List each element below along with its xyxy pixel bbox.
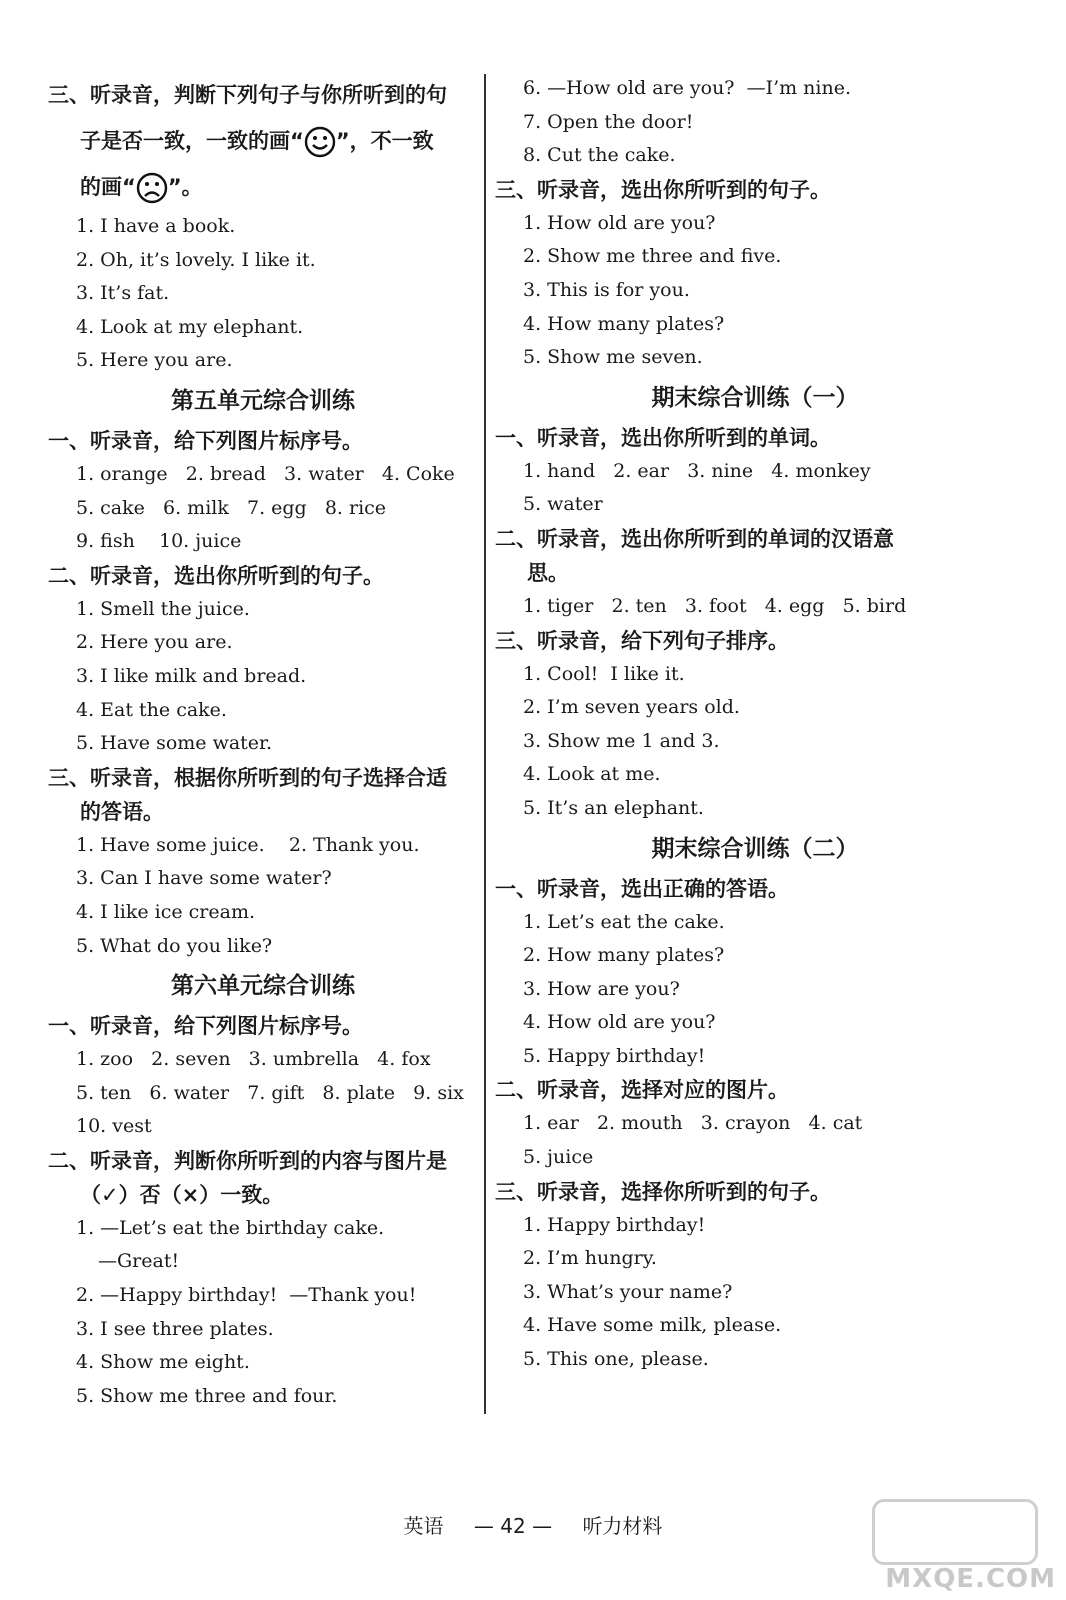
smiley-face-icon	[304, 126, 336, 158]
section-heading: 三、听录音，选择你所听到的句子。	[495, 1179, 831, 1204]
section-heading: 三、听录音，判断下列句子与你所听到的句 子是否一致，一致的画“ ”，不一致 的画“ ”。	[48, 72, 478, 210]
list-item: 1. hand 2. ear 3. nine 4. monkey	[523, 459, 871, 482]
sad-face-icon	[136, 172, 168, 204]
list-item: 1. orange 2. bread 3. water 4. Coke	[76, 462, 455, 485]
page-number: — 42 —	[473, 1514, 553, 1538]
list-item: 4. I like ice cream.	[76, 900, 256, 923]
watermark	[866, 1499, 1056, 1594]
list-item: 2. How many plates?	[523, 944, 725, 967]
list-item: 1. Have some juice. 2. Thank you.	[76, 833, 420, 856]
list-item: 5. juice	[523, 1146, 594, 1169]
list-item: 5. ten 6. water 7. gift 8. plate 9. six	[76, 1081, 464, 1104]
list-item: 5. water	[523, 493, 603, 516]
list-item: 2. Show me three and five.	[523, 245, 782, 268]
footer-subject: 英语	[403, 1514, 444, 1538]
list-item: 5. Happy birthday!	[523, 1044, 706, 1067]
section-heading: 三、听录音，选出你所听到的句子。	[495, 177, 831, 202]
unit-title: 期末综合训练（一）	[651, 384, 859, 411]
section-heading: 一、听录音，给下列图片标序号。	[48, 428, 363, 453]
list-item: 4. Eat the cake.	[76, 698, 227, 721]
list-item: 6. —How old are you? —I’m nine.	[523, 77, 852, 99]
list-item: 3. I see three plates.	[76, 1317, 274, 1340]
list-item: 2. I’m hungry.	[523, 1247, 657, 1270]
unit-title: 期末综合训练（二）	[651, 835, 859, 862]
list-item: 4. Look at my elephant.	[76, 315, 304, 338]
footer-label: 听力材料	[582, 1514, 663, 1538]
section-heading: 三、听录音，给下列句子排序。	[495, 628, 789, 653]
list-item: 4. Have some milk, please.	[523, 1314, 782, 1337]
list-item: 1. —Let’s eat the birthday cake.	[76, 1216, 385, 1239]
list-item: 4. How old are you?	[523, 1011, 716, 1034]
list-item: 4. Look at me.	[523, 763, 661, 786]
list-item: 3. What’s your name?	[523, 1280, 733, 1303]
watermark-text: MXQE.COM	[885, 1564, 1056, 1594]
list-item: 5. cake 6. milk 7. egg 8. rice	[76, 496, 387, 519]
list-item: 4. Show me eight.	[76, 1351, 250, 1374]
unit-title: 第六单元综合训练	[171, 973, 355, 1000]
list-item: 3. Show me 1 and 3.	[523, 729, 720, 752]
list-item: 5. What do you like?	[76, 934, 273, 957]
list-item: 1. Let’s eat the cake.	[523, 910, 725, 933]
right-column	[495, 72, 1015, 1377]
list-item: —Great!	[98, 1250, 180, 1273]
list-item: 10. vest	[76, 1115, 152, 1138]
list-item: 3. Can I have some water?	[76, 867, 332, 890]
list-item: 7. Open the door!	[523, 110, 694, 133]
list-item: 1. How old are you?	[523, 211, 716, 234]
list-item: 5. This one, please.	[523, 1348, 709, 1371]
list-item: 2. I’m seven years old.	[523, 696, 740, 719]
list-item: 2. Here you are.	[76, 631, 233, 654]
column-divider	[484, 74, 486, 1414]
section-heading: 一、听录音，选出正确的答语。	[495, 876, 789, 901]
list-item: 5. Show me seven.	[523, 346, 703, 369]
section-heading: 二、听录音，选出你所听到的句子。	[48, 563, 384, 588]
list-item: 3. I like milk and bread.	[76, 664, 307, 687]
list-item: 3. How are you?	[523, 977, 680, 1000]
list-item: 1. I have a book.	[76, 215, 236, 237]
list-item: 1. zoo 2. seven 3. umbrella 4. fox	[76, 1048, 431, 1071]
list-item: 3. This is for you.	[523, 278, 690, 301]
list-item: 2. Oh, it’s lovely. I like it.	[76, 248, 316, 271]
list-item: 1. tiger 2. ten 3. foot 4. egg 5. bird	[523, 594, 907, 617]
list-item: 9. fish 10. juice	[76, 530, 242, 553]
section-heading: 三、听录音，根据你所听到的句子选择合适 的答语。	[48, 765, 447, 824]
list-item: 3. It’s fat.	[76, 282, 170, 305]
list-item: 1. Smell the juice.	[76, 597, 250, 620]
list-item: 1. Cool! I like it.	[523, 662, 685, 685]
list-item: 5. Here you are.	[76, 349, 233, 372]
section-heading: 一、听录音，给下列图片标序号。	[48, 1014, 363, 1039]
list-item: 5. Show me three and four.	[76, 1384, 338, 1407]
section-heading: 二、听录音，选出你所听到的单词的汉语意 思。	[495, 526, 894, 585]
section-heading: 二、听录音，选择对应的图片。	[495, 1078, 789, 1103]
list-item: 4. How many plates?	[523, 312, 725, 335]
list-item: 1. ear 2. mouth 3. crayon 4. cat	[523, 1112, 863, 1135]
list-item: 5. Have some water.	[76, 732, 273, 755]
watermark-logo-icon	[872, 1499, 1038, 1565]
list-item: 5. It’s an elephant.	[523, 796, 704, 819]
section-heading: 一、听录音，选出你所听到的单词。	[495, 425, 831, 450]
list-item: 2. —Happy birthday! —Thank you!	[76, 1284, 417, 1307]
section-heading: 二、听录音，判断你所听到的内容与图片是 （✓）否（×）一致。	[48, 1148, 447, 1207]
list-item: 8. Cut the cake.	[523, 144, 676, 167]
unit-title: 第五单元综合训练	[171, 387, 355, 414]
list-item: 1. Happy birthday!	[523, 1213, 706, 1236]
left-column	[48, 72, 478, 1413]
